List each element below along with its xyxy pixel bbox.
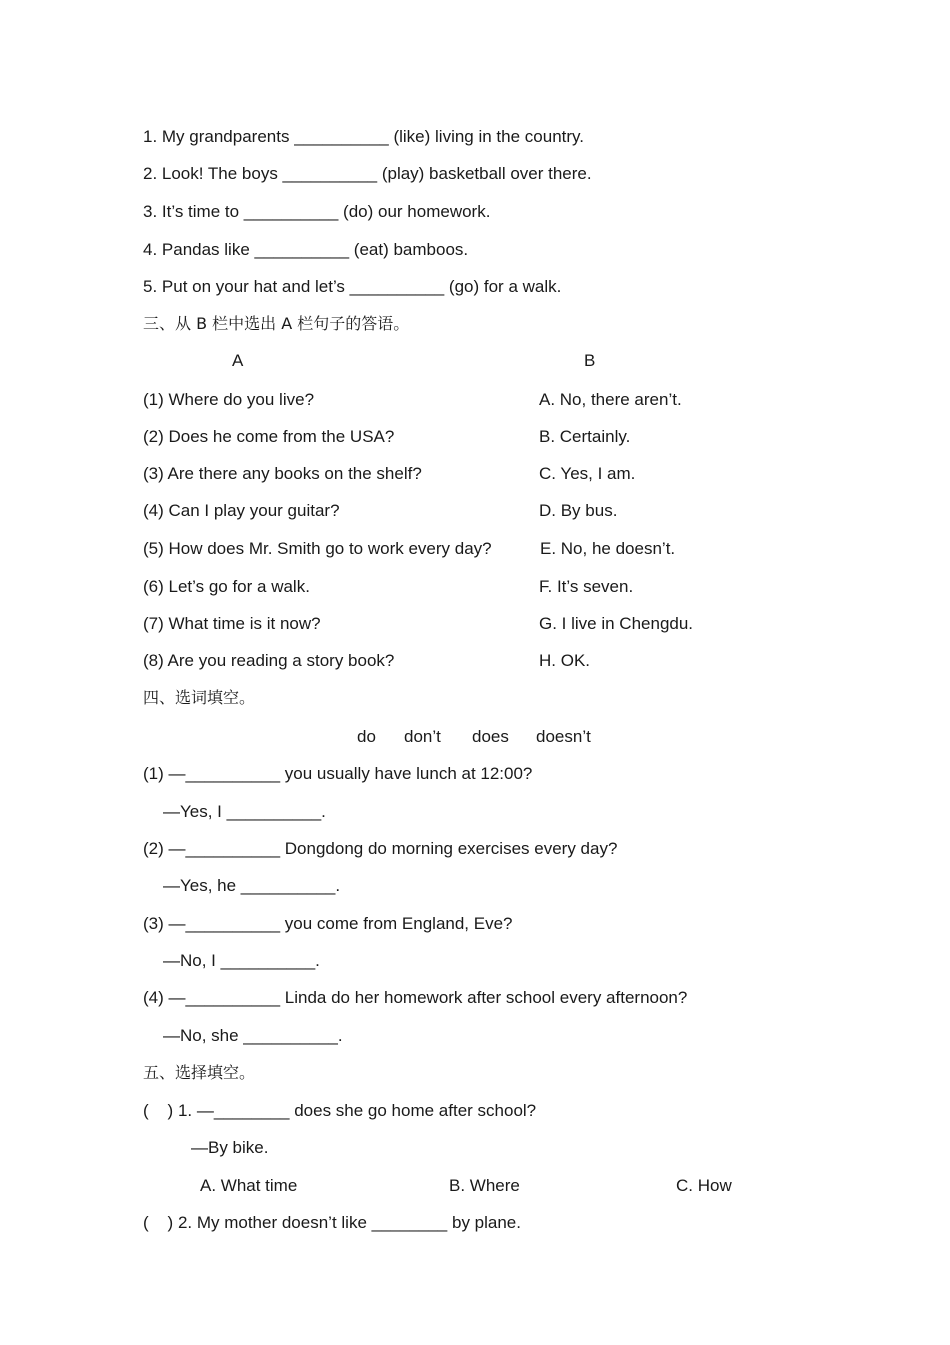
question-item: (4) Can I play your guitar? [143, 501, 340, 520]
answer-item: A. No, there aren’t. [539, 390, 682, 409]
exercise-item: 2. Look! The boys __________ (play) basketball over there. [143, 164, 592, 183]
answer-item: E. No, he doesn’t. [540, 539, 676, 558]
dialogue-reply: —Yes, he __________. [163, 876, 341, 895]
question-item: (8) Are you reading a story book? [143, 651, 395, 670]
choice-option: B. Where [449, 1176, 520, 1195]
column-a-label: A [232, 351, 244, 370]
question-item: (6) Let’s go for a walk. [143, 577, 310, 596]
answer-item: B. Certainly. [539, 427, 631, 446]
word-bank-item: doesn’t [536, 727, 591, 746]
choice-question: ( ) 1. —________ does she go home after school? [143, 1101, 537, 1120]
question-item: (2) Does he come from the USA? [143, 427, 395, 446]
word-bank-item: don’t [404, 727, 441, 746]
answer-item: D. By bus. [539, 501, 618, 520]
choice-option: A. What time [200, 1176, 298, 1195]
answer-item: G. I live in Chengdu. [539, 614, 694, 633]
exercise-item: 3. It’s time to __________ (do) our homework. [143, 202, 491, 221]
exercise-item: 1. My grandparents __________ (like) living in the country. [143, 127, 584, 146]
dialogue-question: (4) —__________ Linda do her homework after school every afternoon? [143, 988, 688, 1007]
dialogue-question: (2) —__________ Dongdong do morning exercises every day? [143, 839, 618, 858]
column-b-label: B [584, 351, 596, 370]
dialogue-reply: —Yes, I __________. [163, 802, 326, 821]
exercise-item: 4. Pandas like __________ (eat) bamboos. [143, 240, 469, 259]
question-item: (7) What time is it now? [143, 614, 321, 633]
exercise-item: 5. Put on your hat and let’s __________ (go) for a walk. [143, 277, 562, 296]
section-heading: 五、选择填空。 [143, 1063, 256, 1082]
question-item: (5) How does Mr. Smith go to work every day? [143, 539, 492, 558]
dialogue-reply: —No, she __________. [163, 1026, 343, 1045]
answer-item: C. Yes, I am. [539, 464, 636, 483]
dialogue-reply: —By bike. [191, 1138, 269, 1157]
answer-item: F. It’s seven. [539, 577, 634, 596]
dialogue-question: (1) —__________ you usually have lunch at 12:00? [143, 764, 533, 783]
word-bank-item: do [357, 727, 376, 746]
answer-item: H. OK. [539, 651, 591, 670]
dialogue-reply: —No, I __________. [163, 951, 320, 970]
word-bank-item: does [472, 727, 509, 746]
question-item: (1) Where do you live? [143, 390, 315, 409]
question-item: (3) Are there any books on the shelf? [143, 464, 422, 483]
section-heading: 三、从 B 栏中选出 A 栏句子的答语。 [143, 314, 410, 333]
dialogue-question: (3) —__________ you come from England, Eve? [143, 914, 513, 933]
choice-question: ( ) 2. My mother doesn’t like ________ by plane. [143, 1213, 521, 1232]
section-heading: 四、选词填空。 [143, 688, 256, 707]
choice-option: C. How [676, 1176, 732, 1195]
